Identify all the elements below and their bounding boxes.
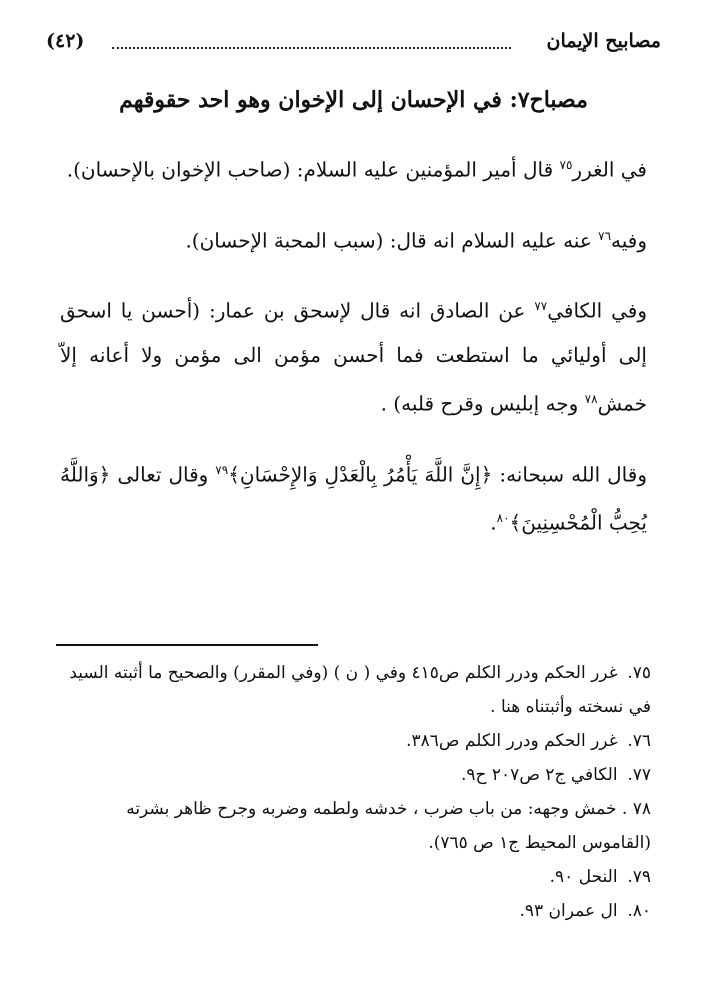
footnote-separator xyxy=(56,644,318,646)
footnote-item xyxy=(56,894,651,928)
footnote-number: ٧٩. xyxy=(627,867,651,887)
footnote-ref-75: ٧٥ xyxy=(559,158,573,172)
page-header xyxy=(46,30,661,58)
footnote-ref-78: ٧٨ xyxy=(584,391,598,406)
footnote-item xyxy=(56,656,651,724)
footnote-text: غرر الحكم ودرر الكلم ص٤١٥ وفي ( ن ) (وفي المقرر) والصحيح ما أثبته السيد في نسخته وأثبتناه هنا . xyxy=(69,663,651,717)
paragraph-3 xyxy=(60,284,647,425)
page-number: (٤٢) xyxy=(46,30,85,52)
page-body xyxy=(60,84,647,567)
footnote-text: خمش وجهه: من باب ضرب ، خدشه ولطمه وضربه وجرح ظاهر بشرته (القاموس المحيط ج١ ص ٧٦٥). xyxy=(126,799,651,853)
paragraph-1 xyxy=(60,143,647,192)
footnote-item xyxy=(56,724,651,758)
footnote-number: ٧٧. xyxy=(627,765,651,785)
paragraph-text: وقال الله سبحانه: ﴿إِنَّ اللَّهَ يَأْمُرُ بِالْعَدْلِ وَالإِحْسَانِ﴾ xyxy=(228,462,647,487)
running-title: مصابيح الإيمان xyxy=(546,30,661,52)
header-dotted-leader xyxy=(112,47,511,49)
footnote-number: ٧٥. xyxy=(627,663,651,683)
footnote-ref-79: ٧٩ xyxy=(215,462,229,477)
paragraph-text: وقال تعالى ﴿وَاللَّهُ يُحِبُّ الْمُحْسِنِينَ﴾ xyxy=(60,462,647,535)
footnote-text: الكافي ج٢ ص٢٠٧ ح٩. xyxy=(460,765,618,785)
footnote-number: ٧٦. xyxy=(627,731,651,751)
paragraph-text: وفيه xyxy=(611,228,647,253)
paragraph-text: عن الصادق انه قال لإسحق بن عمار: (أحسن يا اسحق إلى أوليائي ما استطعت فما أحسن مؤمن الى مؤمن ولا أعانه إلاّ خمش xyxy=(60,298,647,416)
paragraph-text: عنه عليه السلام انه قال: (سبب المحبة الإحسان). xyxy=(185,228,599,253)
footnote-ref-80: ٨٠ xyxy=(496,511,510,526)
footnote-ref-76: ٧٦ xyxy=(598,228,612,243)
paragraph-text: . xyxy=(490,510,497,535)
footnote-item xyxy=(56,758,651,792)
paragraph-text: وجه إبليس وقرح قلبه) . xyxy=(380,391,585,416)
footnote-item xyxy=(56,792,651,860)
paragraph-text: وفي الكافي xyxy=(547,298,647,323)
paragraph-text: في الغرر xyxy=(572,157,647,182)
footnote-number: ٨٠. xyxy=(627,901,651,921)
paragraph-4 xyxy=(60,448,647,545)
footnote-text: غرر الحكم ودرر الكلم ص٣٨٦. xyxy=(406,731,618,751)
footnotes-list xyxy=(56,656,651,928)
footnote-item xyxy=(56,860,651,894)
footnote-ref-77: ٧٧ xyxy=(534,299,548,314)
paragraph-text: قال أمير المؤمنين عليه السلام: (صاحب الإخوان بالإحسان). xyxy=(66,157,560,182)
footnote-text: النحل ٩٠. xyxy=(549,867,618,887)
footnote-text: ال عمران ٩٣. xyxy=(519,901,618,921)
footnote-number: ٧٨ . xyxy=(621,799,651,819)
section-title: مصباح٧: في الإحسان إلى الإخوان وهو احد حقوقهم xyxy=(119,87,588,113)
paragraph-2 xyxy=(60,214,647,263)
